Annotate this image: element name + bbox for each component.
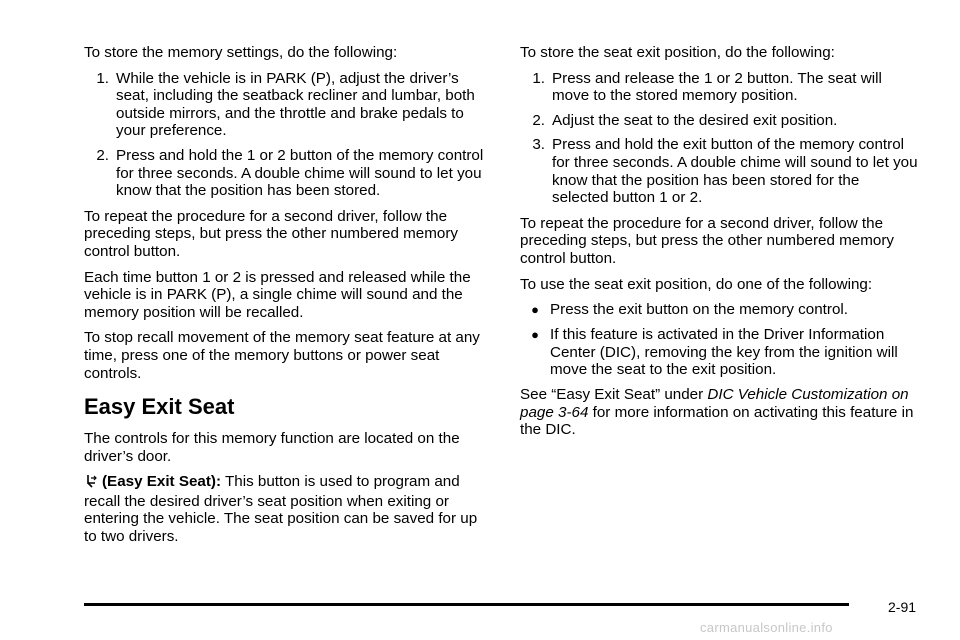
seat-exit-icon: [84, 474, 98, 493]
list-item: [84, 147, 494, 200]
bullet-icon: ●: [531, 302, 539, 318]
see-also-suffix: for more information on activating this feature in the DIC.: [520, 403, 914, 439]
footer-rule: [84, 603, 849, 606]
step-text: Adjust the seat to the desired exit position.: [552, 111, 838, 129]
list-item: [520, 326, 920, 379]
store-memory-intro: To store the memory settings, do the following:: [84, 44, 398, 61]
step-number: 1.: [96, 69, 109, 87]
recall-paragraph: Each time button 1 or 2 is pressed and released while the vehicle is in PARK (P), a single chime will sound and the memory position will be recalled.: [84, 268, 471, 321]
use-exit-intro: To use the seat exit position, do one of the following:: [520, 275, 873, 293]
watermark: carmanualsonline.info: [700, 620, 833, 635]
use-exit-options: [520, 301, 920, 379]
step-text: Press and hold the exit button of the memory control for three seconds. A double chime will sound to let you know that the position has been stored for the selected button 1 or 2.: [552, 136, 918, 207]
easy-exit-description: This button is used to program and recall the desired driver’s seat position when exiting or entering the vehicle. The seat position can be saved for up to two drivers.: [84, 473, 478, 546]
step-number: 1.: [532, 69, 545, 87]
step-number: 3.: [532, 136, 545, 154]
bullet-icon: ●: [531, 327, 539, 343]
store-exit-steps: [520, 70, 920, 207]
step-text: While the vehicle is in PARK (P), adjust the driver’s seat, including the seatback recliner and lumbar, both outside mirrors, and the throttle and brake pedals to your preference.: [116, 69, 475, 140]
bullet-text: If this feature is activated in the Driver Information Center (DIC), removing the key from the ignition will move the seat to the exit position.: [550, 326, 898, 379]
section-heading: Easy Exit Seat: [84, 394, 235, 420]
bullet-text: Press the exit button on the memory control.: [550, 301, 848, 319]
store-memory-steps: [84, 70, 494, 200]
repeat-procedure-paragraph: To repeat the procedure for a second driver, follow the preceding steps, but press the other numbered memory control button.: [520, 214, 894, 267]
controls-location-paragraph: The controls for this memory function are located on the driver’s door.: [84, 430, 460, 465]
repeat-procedure-paragraph: To repeat the procedure for a second driver, follow the preceding steps, but press the other numbered memory control button.: [84, 207, 458, 260]
list-item: [520, 136, 920, 206]
cross-reference-link[interactable]: DIC Vehicle Customization on page 3-64: [520, 385, 909, 421]
step-number: 2.: [96, 146, 109, 164]
store-exit-intro: To store the seat exit position, do the following:: [520, 44, 835, 61]
list-item: [520, 112, 920, 130]
list-item: [520, 301, 920, 319]
step-number: 2.: [532, 111, 545, 129]
list-item: [84, 70, 494, 140]
see-also-paragraph: [520, 386, 920, 439]
easy-exit-definition: [84, 473, 494, 545]
see-also-prefix: See “Easy Exit Seat” under: [520, 385, 708, 403]
step-text: Press and hold the 1 or 2 button of the memory control for three seconds. A double chime will sound to let you know that the position has been stored.: [116, 146, 484, 200]
page-number: 2-91: [888, 599, 917, 615]
stop-recall-paragraph: To stop recall movement of the memory seat feature at any time, press one of the memory buttons or power seat controls.: [84, 329, 480, 382]
right-column: [520, 44, 920, 447]
easy-exit-term: (Easy Exit Seat):: [102, 473, 222, 491]
list-item: [520, 70, 920, 105]
left-column: [84, 44, 494, 554]
step-text: Press and release the 1 or 2 button. The seat will move to the stored memory position.: [552, 69, 882, 105]
